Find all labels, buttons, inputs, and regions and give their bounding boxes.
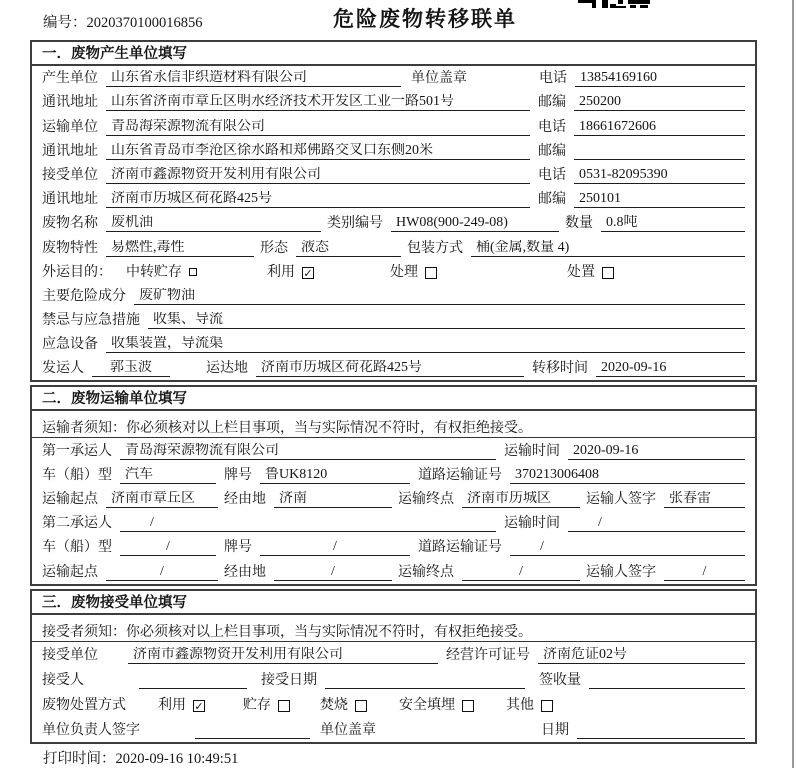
purpose-option-dispose: 处置 (567, 265, 614, 281)
checkbox-icon (462, 700, 474, 712)
carrier-signature-label: 运输人签字 (586, 564, 656, 580)
section-receiver (30, 589, 757, 744)
hazard-components-row (32, 284, 755, 308)
road-permit-value: / (510, 539, 745, 556)
print-time-line (43, 747, 238, 768)
transporter-address-value: 山东省青岛市李沧区徐水路和郑佛路交叉口东侧20米 (106, 143, 530, 160)
vehicle-type-value: 汽车 (120, 467, 216, 484)
endpoint-value: / (462, 564, 580, 581)
receiver-unit-value: 济南市鑫源物资开发利用有限公司 (106, 167, 530, 184)
transport-time-label: 运输时间 (504, 516, 560, 532)
form-content (30, 40, 757, 747)
carrier-signature-label: 运输人签字 (586, 492, 656, 507)
category-code-value: HW08(900-249-08) (391, 215, 559, 232)
transporter-address-row (32, 139, 755, 163)
quantity-value: 0.8吨 (601, 215, 745, 232)
vehicle-type-label: 车（船）型 (42, 467, 112, 483)
accept-person-value (139, 688, 247, 689)
first-carrier-label: 第一承运人 (42, 443, 112, 459)
transporter-unit-label: 运输单位 (42, 119, 98, 135)
address-label: 通讯地址 (42, 192, 98, 208)
transporter-unit-row (32, 114, 755, 138)
transfer-purpose-label: 外运目的： (42, 264, 112, 280)
responsible-signature-label: 单位负责人签字 (42, 722, 140, 738)
checkbox-icon (602, 267, 614, 279)
dispatcher-value: 郭玉波 (92, 360, 170, 377)
taboo-measures-value: 收集、导流 (148, 312, 745, 329)
origin-value: 济南市章丘区 (106, 491, 218, 508)
transporter-phone-value: 18661672606 (574, 119, 745, 136)
waste-name-label: 废物名称 (42, 216, 98, 232)
disposal-option-other: 其他 (506, 698, 553, 714)
first-carrier-value: 青岛海荣源物流有限公司 (120, 443, 496, 460)
destination-label: 运达地 (206, 361, 248, 377)
road-permit-value: 370213006408 (510, 467, 745, 484)
section2-header: 二．废物运输单位填写 (32, 387, 755, 411)
quantity-label: 数量 (565, 216, 593, 232)
accept-date-label: 接受日期 (261, 672, 317, 688)
hazard-components-label: 主要危险成分 (42, 288, 126, 304)
disposal-option-store: 贮存 (243, 698, 290, 714)
waste-properties-label: 废物特性 (42, 240, 98, 256)
carrier-signature-value: 张春雷 (664, 491, 745, 508)
road-permit-label: 道路运输证号 (418, 467, 502, 483)
serial-label: 编号： (43, 15, 87, 31)
form-state-value: 液态 (296, 240, 401, 257)
dispatch-row (32, 356, 755, 380)
emergency-equipment-row (32, 332, 755, 356)
checkbox-icon (189, 268, 197, 276)
signed-quantity-label: 签收量 (539, 672, 581, 688)
vehicle2-row (32, 535, 755, 559)
category-code-label: 类别编号 (327, 216, 383, 232)
packaging-label: 包装方式 (407, 240, 463, 256)
waste-properties-row (32, 235, 755, 259)
transport-time-value: 2020-09-16 (568, 443, 745, 460)
print-time-value: 2020-09-16 10:49:51 (115, 751, 239, 767)
phone-label: 电话 (539, 71, 567, 87)
checkbox-icon (278, 700, 290, 712)
hazard-components-value: 废矿物油 (134, 288, 745, 305)
plate-label: 牌号 (224, 467, 252, 483)
receiver-address-row (32, 187, 755, 211)
checkbox-checked-icon: ✓ (194, 699, 204, 713)
origin-label: 运输起点 (42, 564, 98, 580)
route1-row (32, 487, 755, 511)
taboo-measures-row (32, 308, 755, 332)
destination-value: 济南市历城区荷花路425号 (256, 360, 524, 377)
phone-label: 电话 (538, 167, 566, 183)
accept-date-value (325, 688, 525, 689)
checkbox-icon (355, 700, 367, 712)
accept-unit-row (32, 642, 755, 667)
zip-label: 邮编 (538, 95, 566, 111)
vehicle-type-value: / (120, 539, 216, 556)
packaging-value: 桶(金属,数量 4) (471, 240, 745, 257)
dispatcher-label: 发运人 (42, 361, 84, 377)
section-producer (30, 40, 757, 382)
purpose-option-utilize: 利用 ✓ (267, 264, 313, 280)
producer-unit-label: 产生单位 (42, 71, 98, 87)
carrier-signature-value: / (664, 564, 745, 581)
producer-zip-value: 250200 (574, 94, 745, 111)
plate-value: / (260, 539, 410, 556)
phone-label: 电话 (538, 119, 566, 135)
zip-label: 邮编 (538, 143, 566, 159)
transfer-time-value: 2020-09-16 (596, 360, 745, 377)
emergency-equipment-value: 收集装置，导流渠 (106, 336, 745, 353)
section1-header: 一．废物产生单位填写 (32, 42, 755, 66)
accept-unit-value: 济南市鑫源物资开发利用有限公司 (128, 647, 438, 664)
route2-row (32, 559, 755, 583)
receiver-zip-value: 250101 (574, 191, 745, 208)
receiver-notice: 接受者须知：你必须核对以上栏目事项，当与实际情况不符时，有权拒绝接受。 (32, 615, 755, 642)
waste-properties-value: 易燃性,毒性 (106, 240, 254, 257)
disposal-option-utilize: 利用 ✓ (158, 697, 204, 713)
second-carrier-value: / (120, 515, 496, 532)
license-label: 经营许可证号 (446, 647, 530, 663)
qr-code-fragment-icon (578, 0, 650, 9)
unit-stamp-label: 单位盖章 (320, 722, 376, 738)
disposal-option-incinerate: 焚烧 (320, 698, 367, 714)
zip-label: 邮编 (538, 192, 566, 208)
transfer-time-label: 转移时间 (532, 361, 588, 377)
endpoint-label: 运输终点 (398, 564, 454, 580)
transporter-zip-value (574, 159, 745, 160)
road-permit-label: 道路运输证号 (418, 540, 502, 556)
plate-value: 鲁UK8120 (260, 467, 410, 484)
print-time-label: 打印时间： (43, 751, 116, 767)
second-carrier-row (32, 511, 755, 535)
producer-unit-value: 山东省永信非织造材料有限公司 (106, 70, 401, 87)
vehicle1-row (32, 463, 755, 487)
producer-phone-value: 13854169160 (575, 70, 745, 87)
receiver-unit-label: 接受单位 (42, 167, 98, 183)
disposal-option-landfill: 安全填埋 (399, 698, 474, 714)
waste-name-value: 废机油 (106, 215, 321, 232)
date-value (577, 738, 745, 739)
section-transporter (30, 385, 757, 585)
form-state-label: 形态 (260, 240, 288, 256)
producer-address-row (32, 90, 755, 114)
producer-unit-row (32, 66, 755, 90)
transporter-unit-value: 青岛海荣源物流有限公司 (106, 119, 530, 136)
date-label: 日期 (541, 722, 569, 738)
accept-unit-label: 接受单位 (42, 647, 98, 663)
vehicle-type-label: 车（船）型 (42, 540, 112, 556)
checkbox-checked-icon: ✓ (303, 266, 313, 280)
transfer-purpose-row (32, 260, 755, 284)
receiver-unit-row (32, 163, 755, 187)
signoff-row (32, 717, 755, 742)
address-label: 通讯地址 (42, 95, 98, 111)
address-label: 通讯地址 (42, 143, 98, 159)
serial-value: 2020370100016856 (86, 15, 203, 31)
endpoint-label: 运输终点 (398, 492, 454, 507)
purpose-option-storage: 中转贮存 (126, 265, 197, 281)
section3-header: 三．废物接受单位填写 (32, 591, 755, 615)
taboo-measures-label: 禁忌与应急措施 (42, 313, 140, 329)
receiver-phone-value: 0531-82095390 (574, 167, 745, 184)
checkbox-icon (425, 267, 437, 279)
producer-address-value: 山东省济南市章丘区明水经济技术开发区工业一路501号 (106, 94, 530, 111)
unit-stamp-label: 单位盖章 (411, 71, 467, 87)
page-title: 危险废物转移联单 (333, 7, 517, 31)
transporter-notice: 运输者须知：你必须核对以上栏目事项，当与实际情况不符时，有权拒绝接受。 (32, 411, 755, 438)
disposal-method-label: 废物处置方式 (42, 697, 126, 713)
origin-value: / (106, 564, 218, 581)
purpose-option-treat: 处理 (390, 265, 437, 281)
license-value: 济南危证02号 (538, 647, 745, 664)
disposal-method-row (32, 692, 755, 717)
first-carrier-row (32, 438, 755, 462)
via-value: / (274, 564, 392, 581)
receiver-address-value: 济南市历城区荷花路425号 (106, 191, 530, 208)
waste-name-row (32, 211, 755, 235)
checkbox-icon (541, 700, 553, 712)
transport-time-value: / (568, 515, 745, 532)
serial-number-line (43, 11, 203, 32)
accept-person-label: 接受人 (42, 672, 84, 688)
second-carrier-label: 第二承运人 (42, 516, 112, 532)
responsible-signature-value (195, 738, 310, 739)
origin-label: 运输起点 (42, 492, 98, 507)
plate-label: 牌号 (224, 540, 252, 556)
via-value: 济南 (274, 491, 392, 508)
via-label: 经由地 (224, 492, 266, 507)
endpoint-value: 济南市历城区 (462, 491, 580, 508)
accept-person-row (32, 667, 755, 692)
transport-time-label: 运输时间 (504, 443, 560, 459)
via-label: 经由地 (224, 564, 266, 580)
signed-quantity-value (589, 688, 745, 689)
page-edge-line (792, 0, 794, 768)
emergency-equipment-label: 应急设备 (42, 337, 98, 353)
